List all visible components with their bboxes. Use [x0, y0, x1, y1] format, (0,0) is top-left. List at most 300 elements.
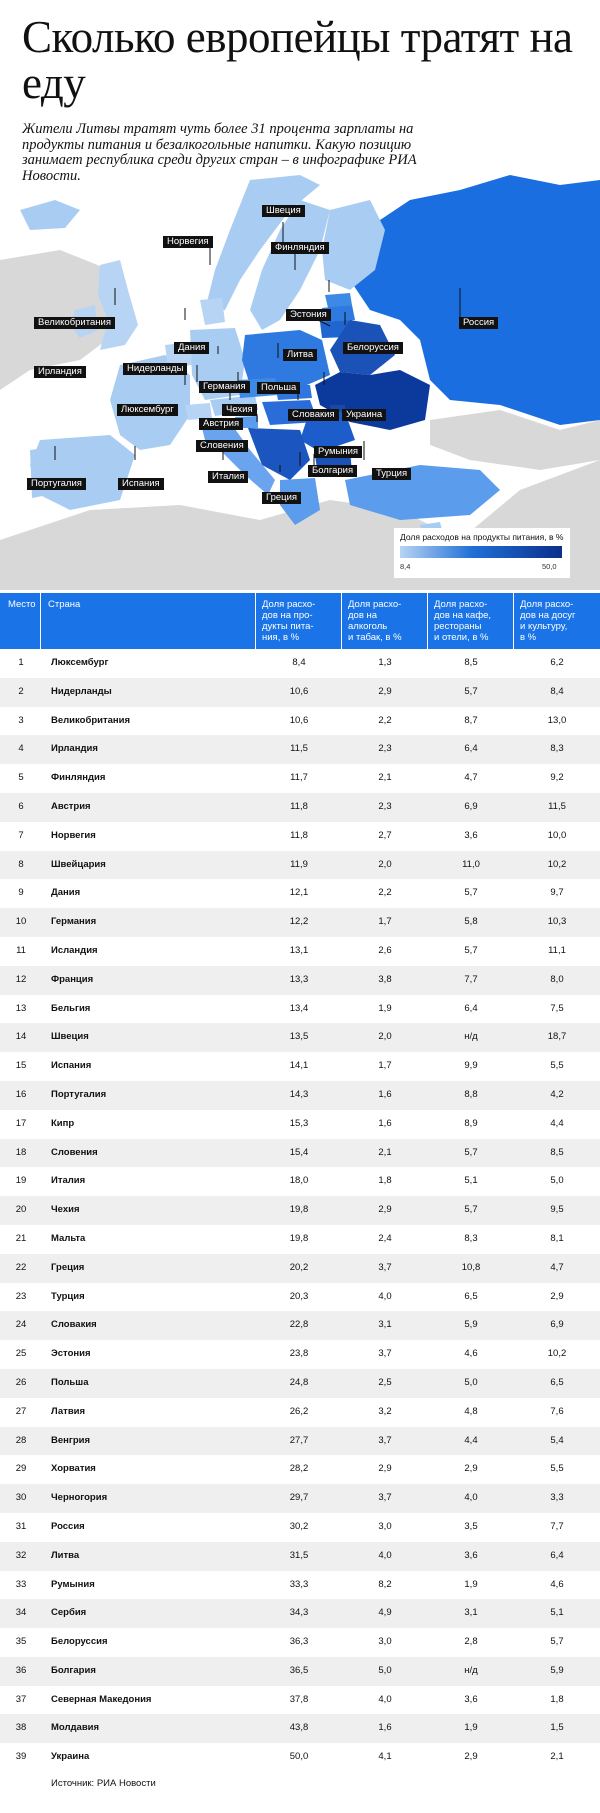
cell-alcohol: 3,7: [378, 1492, 392, 1504]
cell-country: Сербия: [51, 1607, 87, 1619]
cell-rank: 10: [15, 916, 27, 928]
cell-leisure: 6,2: [550, 657, 564, 668]
cell-food: 37,8: [289, 1693, 309, 1705]
map-graphic: [0, 160, 600, 590]
cell-rank: 7: [18, 829, 24, 841]
map-label-lithuania: Литва: [283, 349, 317, 361]
cell-cafe: 6,5: [464, 1290, 478, 1302]
cell-rank: 28: [15, 1434, 27, 1446]
map-label-luxembourg: Люксембург: [117, 404, 178, 416]
cell-leisure: 9,5: [550, 1204, 564, 1216]
cell-alcohol: 2,9: [378, 685, 392, 697]
cell-country: Португалия: [51, 1088, 107, 1100]
map-denmark: [200, 298, 225, 325]
map-label-sweden: Швеция: [262, 205, 305, 217]
table-row: [0, 1081, 600, 1110]
cell-leisure: 8,0: [550, 973, 564, 985]
cell-country: Люксембург: [51, 657, 109, 668]
cell-country: Турция: [51, 1290, 85, 1302]
cell-leisure: 8,1: [550, 1232, 564, 1244]
cell-alcohol: 2,0: [378, 858, 392, 870]
cell-cafe: н/д: [464, 1031, 478, 1043]
cell-cafe: 5,8: [464, 916, 478, 928]
map-legend: [394, 528, 570, 578]
cell-country: Эстония: [51, 1348, 91, 1360]
cell-rank: 24: [15, 1319, 27, 1331]
cell-leisure: 10,2: [547, 1348, 567, 1360]
table-row: [0, 1542, 600, 1571]
table-row: [0, 1714, 600, 1743]
cell-alcohol: 3,0: [378, 1520, 392, 1532]
cell-food: 11,8: [290, 800, 308, 812]
cell-leisure: 9,7: [550, 887, 564, 899]
cell-food: 36,5: [289, 1664, 309, 1676]
cell-country: Великобритания: [51, 714, 131, 726]
table-row: [0, 1398, 600, 1427]
cell-cafe: 5,7: [464, 1146, 478, 1158]
cell-cafe: 5,9: [464, 1319, 478, 1331]
europe-map: [0, 160, 600, 590]
cell-food: 24,8: [289, 1376, 309, 1388]
cell-alcohol: 2,0: [378, 1031, 392, 1043]
cell-cafe: 6,4: [464, 1002, 478, 1014]
cell-cafe: 8,8: [464, 1088, 478, 1100]
cell-alcohol: 4,1: [378, 1751, 392, 1763]
cell-rank: 32: [15, 1549, 27, 1561]
cell-rank: 37: [15, 1693, 27, 1705]
table-row: [0, 649, 600, 678]
cell-food: 27,7: [289, 1434, 309, 1446]
legend-max: 50,0: [542, 562, 557, 571]
map-label-belarus: Белоруссия: [343, 342, 403, 354]
header-alcohol: Доля расхо- дов на алкоголь и табак, в %: [348, 599, 402, 643]
cell-food: 19,8: [289, 1232, 309, 1244]
cell-rank: 3: [18, 714, 24, 726]
cell-leisure: 10,3: [547, 916, 567, 928]
cell-country: Норвегия: [51, 829, 96, 841]
cell-cafe: 5,1: [464, 1175, 478, 1187]
cell-leisure: 7,7: [550, 1520, 564, 1532]
cell-leisure: 8,5: [550, 1146, 564, 1158]
cell-food: 30,2: [289, 1520, 309, 1532]
legend-min: 8,4: [400, 562, 411, 571]
cell-leisure: 8,3: [550, 743, 564, 755]
cell-alcohol: 2,1: [378, 1146, 392, 1158]
cell-leisure: 6,9: [550, 1319, 564, 1331]
cell-cafe: 6,9: [464, 800, 478, 812]
cell-food: 15,3: [289, 1117, 309, 1129]
cell-leisure: 5,5: [550, 1060, 564, 1072]
map-label-romania: Румыния: [314, 446, 362, 458]
table-row: [0, 1455, 600, 1484]
map-uk: [98, 260, 138, 350]
cell-rank: 26: [15, 1376, 27, 1388]
cell-alcohol: 2,5: [378, 1376, 392, 1388]
cell-leisure: 7,6: [550, 1405, 564, 1417]
table-row: [0, 1167, 600, 1196]
table-row: [0, 1571, 600, 1600]
cell-rank: 36: [15, 1664, 27, 1676]
data-table: [0, 593, 600, 1772]
cell-rank: 38: [15, 1722, 27, 1734]
table-row: [0, 1023, 600, 1052]
header-divider: [427, 593, 428, 649]
page-title: Сколько европейцы тратят на еду: [22, 12, 573, 108]
cell-cafe: 7,7: [464, 973, 478, 985]
cell-cafe: 11,0: [462, 858, 480, 870]
cell-country: Литва: [51, 1549, 80, 1561]
cell-rank: 19: [15, 1175, 27, 1187]
cell-rank: 35: [15, 1636, 27, 1648]
legend-title: Доля расходов на продукты питания, в %: [400, 532, 564, 542]
cell-leisure: 4,6: [550, 1578, 564, 1590]
cell-country: Нидерланды: [51, 685, 112, 697]
cell-country: Словакия: [51, 1319, 97, 1331]
cell-cafe: 5,7: [464, 685, 478, 697]
cell-food: 10,6: [289, 714, 309, 726]
table-row: [0, 1484, 600, 1513]
cell-country: Швеция: [51, 1031, 89, 1043]
cell-country: Испания: [51, 1060, 92, 1072]
source-note: Источник: РИА Новости: [51, 1778, 156, 1789]
cell-food: 10,6: [289, 685, 309, 697]
cell-food: 14,3: [289, 1088, 309, 1100]
cell-food: 22,8: [289, 1319, 309, 1331]
cell-cafe: 10,8: [461, 1261, 481, 1273]
cell-alcohol: 2,3: [378, 800, 392, 812]
cell-food: 13,3: [289, 973, 309, 985]
cell-food: 11,9: [290, 858, 308, 870]
table-row: [0, 995, 600, 1024]
cell-alcohol: 4,0: [378, 1549, 392, 1561]
cell-food: 34,3: [289, 1607, 309, 1619]
cell-country: Мальта: [51, 1232, 86, 1244]
cell-country: Исландия: [51, 944, 98, 956]
cell-rank: 21: [15, 1232, 27, 1244]
table-row: [0, 966, 600, 995]
cell-country: Хорватия: [51, 1463, 96, 1475]
cell-rank: 25: [15, 1348, 27, 1360]
header-leisure: Доля расхо- дов на досуг и культуру, в %: [520, 599, 576, 643]
cell-alcohol: 2,9: [378, 1463, 392, 1475]
map-label-denmark: Дания: [174, 342, 209, 354]
cell-alcohol: 2,6: [378, 944, 392, 956]
cell-leisure: 2,1: [550, 1751, 564, 1763]
cell-rank: 34: [15, 1607, 27, 1619]
cell-leisure: 1,5: [550, 1722, 564, 1734]
cell-alcohol: 2,9: [378, 1204, 392, 1216]
cell-food: 18,0: [289, 1175, 309, 1187]
cell-alcohol: 2,3: [378, 743, 392, 755]
cell-cafe: 8,9: [464, 1117, 478, 1129]
map-label-russia: Россия: [459, 317, 498, 329]
cell-country: Северная Македония: [51, 1693, 152, 1705]
cell-food: 15,4: [289, 1146, 309, 1158]
cell-alcohol: 2,7: [378, 829, 392, 841]
cell-alcohol: 1,7: [378, 916, 392, 928]
cell-cafe: 4,4: [464, 1434, 478, 1446]
cell-cafe: 2,8: [464, 1636, 478, 1648]
cell-alcohol: 1,8: [378, 1175, 392, 1187]
cell-leisure: 11,1: [548, 944, 566, 956]
header-food: Доля расхо- дов на про- дукты пита- ния, в %: [262, 599, 316, 643]
table-row: [0, 1599, 600, 1628]
cell-leisure: 5,0: [550, 1175, 564, 1187]
cell-cafe: 5,7: [464, 1204, 478, 1216]
map-label-slovakia: Словакия: [288, 409, 339, 421]
table-row: [0, 1283, 600, 1312]
cell-rank: 16: [15, 1088, 27, 1100]
cell-cafe: 2,9: [464, 1463, 478, 1475]
table-row: [0, 1254, 600, 1283]
cell-alcohol: 3,7: [378, 1261, 392, 1273]
cell-cafe: 4,0: [464, 1492, 478, 1504]
cell-country: Швейцария: [51, 858, 106, 870]
cell-food: 11,5: [290, 743, 308, 755]
cell-country: Германия: [51, 916, 97, 928]
cell-food: 12,1: [289, 887, 309, 899]
cell-food: 29,7: [289, 1492, 309, 1504]
cell-cafe: 1,9: [464, 1578, 478, 1590]
cell-cafe: 3,5: [464, 1520, 478, 1532]
cell-rank: 1: [18, 657, 24, 668]
cell-leisure: 4,2: [550, 1088, 564, 1100]
cell-leisure: 5,9: [550, 1664, 564, 1676]
cell-leisure: 18,7: [547, 1031, 567, 1043]
map-label-ireland: Ирландия: [34, 366, 86, 378]
map-label-spain: Испания: [118, 478, 164, 490]
cell-leisure: 6,5: [550, 1376, 564, 1388]
cell-country: Кипр: [51, 1117, 75, 1129]
cell-alcohol: 4,9: [378, 1607, 392, 1619]
cell-country: Ирландия: [51, 743, 98, 755]
map-label-slovenia: Словения: [196, 440, 248, 452]
map-label-estonia: Эстония: [286, 309, 331, 321]
cell-food: 14,1: [289, 1060, 309, 1072]
cell-food: 36,3: [289, 1636, 309, 1648]
cell-alcohol: 2,1: [378, 772, 392, 784]
cell-country: Латвия: [51, 1405, 86, 1417]
cell-cafe: 5,0: [464, 1376, 478, 1388]
cell-rank: 33: [15, 1578, 27, 1590]
cell-food: 23,8: [289, 1348, 309, 1360]
cell-alcohol: 3,0: [378, 1636, 392, 1648]
cell-country: Черногория: [51, 1492, 108, 1504]
cell-cafe: 9,9: [464, 1060, 478, 1072]
cell-rank: 17: [15, 1117, 27, 1129]
cell-country: Польша: [51, 1376, 89, 1388]
cell-rank: 27: [15, 1405, 27, 1417]
cell-rank: 5: [18, 772, 24, 784]
cell-alcohol: 2,2: [378, 887, 392, 899]
map-label-portugal: Португалия: [27, 478, 86, 490]
cell-cafe: 8,7: [464, 714, 478, 726]
table-row: [0, 1657, 600, 1686]
cell-cafe: 4,6: [464, 1348, 478, 1360]
cell-leisure: 10,0: [547, 829, 567, 841]
map-label-austria: Австрия: [199, 418, 243, 430]
cell-leisure: 8,4: [550, 685, 564, 697]
header-divider: [255, 593, 256, 649]
table-header: [0, 593, 600, 649]
cell-leisure: 6,4: [550, 1549, 564, 1561]
cell-rank: 20: [15, 1204, 27, 1216]
cell-leisure: 13,0: [547, 714, 567, 726]
cell-cafe: 3,6: [464, 829, 478, 841]
cell-food: 31,5: [289, 1549, 309, 1561]
cell-alcohol: 1,3: [378, 657, 392, 668]
table-row: [0, 851, 600, 880]
cell-country: Бельгия: [51, 1002, 91, 1014]
table-row: [0, 764, 600, 793]
cell-country: Болгария: [51, 1664, 96, 1676]
cell-food: 26,2: [289, 1405, 309, 1417]
table-row: [0, 1628, 600, 1657]
cell-alcohol: 3,1: [378, 1319, 392, 1331]
cell-country: Венгрия: [51, 1434, 91, 1446]
cell-food: 12,2: [289, 916, 309, 928]
cell-alcohol: 5,0: [378, 1664, 392, 1676]
cell-alcohol: 1,9: [378, 1002, 392, 1014]
cell-food: 11,8: [290, 829, 308, 841]
cell-cafe: 4,8: [464, 1405, 478, 1417]
map-label-turkey: Турция: [372, 468, 411, 480]
cell-country: Чехия: [51, 1204, 80, 1216]
cell-cafe: 5,7: [464, 944, 478, 956]
cell-country: Австрия: [51, 800, 91, 812]
cell-rank: 6: [18, 800, 24, 812]
cell-alcohol: 1,6: [378, 1117, 392, 1129]
header-divider: [513, 593, 514, 649]
header-country: Страна: [48, 599, 81, 610]
cell-food: 8,4: [292, 657, 306, 668]
table-row: [0, 1139, 600, 1168]
cell-leisure: 11,5: [548, 800, 566, 812]
map-label-germany: Германия: [199, 381, 250, 393]
cell-food: 19,8: [289, 1204, 309, 1216]
table-row: [0, 735, 600, 764]
cell-rank: 4: [18, 743, 24, 755]
cell-rank: 23: [15, 1290, 27, 1302]
cell-rank: 8: [18, 858, 24, 870]
map-label-greece: Греция: [262, 492, 301, 504]
cell-rank: 29: [15, 1463, 27, 1475]
cell-alcohol: 1,6: [378, 1722, 392, 1734]
table-row: [0, 822, 600, 851]
cell-food: 20,2: [289, 1261, 309, 1273]
table-row: [0, 1686, 600, 1715]
cell-rank: 22: [15, 1261, 27, 1273]
map-label-norway: Норвегия: [163, 236, 213, 248]
header-rank: Место: [8, 599, 36, 610]
cell-alcohol: 3,7: [378, 1434, 392, 1446]
cell-alcohol: 4,0: [378, 1693, 392, 1705]
cell-rank: 15: [15, 1060, 27, 1072]
cell-country: Белоруссия: [51, 1636, 108, 1648]
table-row: [0, 1513, 600, 1542]
cell-leisure: 7,5: [550, 1002, 564, 1014]
legend-gradient: [400, 546, 562, 558]
cell-rank: 9: [18, 887, 24, 899]
cell-leisure: 5,1: [550, 1607, 564, 1619]
cell-food: 50,0: [289, 1751, 309, 1763]
cell-leisure: 9,2: [550, 772, 564, 784]
table-row: [0, 1340, 600, 1369]
cell-rank: 31: [15, 1520, 27, 1532]
cell-cafe: 2,9: [464, 1751, 478, 1763]
cell-country: Франция: [51, 973, 94, 985]
map-iceland: [20, 200, 80, 230]
map-label-uk: Великобритания: [34, 317, 115, 329]
cell-alcohol: 4,0: [378, 1290, 392, 1302]
table-row: [0, 1196, 600, 1225]
cell-alcohol: 8,2: [378, 1578, 392, 1590]
table-row: [0, 937, 600, 966]
map-label-netherlands: Нидерланды: [123, 363, 187, 375]
cell-country: Словения: [51, 1146, 98, 1158]
cell-cafe: 6,4: [464, 743, 478, 755]
cell-rank: 2: [18, 685, 24, 697]
map-label-czech: Чехия: [222, 404, 257, 416]
cell-leisure: 3,3: [550, 1492, 564, 1504]
cell-rank: 39: [15, 1751, 27, 1763]
map-portugal: [30, 448, 48, 498]
table-row: [0, 793, 600, 822]
table-row: [0, 707, 600, 736]
cell-cafe: 1,9: [464, 1722, 478, 1734]
cell-cafe: н/д: [464, 1664, 478, 1676]
cell-alcohol: 1,7: [378, 1060, 392, 1072]
cell-food: 43,8: [289, 1722, 309, 1734]
cell-rank: 18: [15, 1146, 27, 1158]
table-row: [0, 1369, 600, 1398]
cell-country: Греция: [51, 1261, 85, 1273]
cell-cafe: 4,7: [464, 772, 478, 784]
cell-country: Румыния: [51, 1578, 95, 1590]
cell-country: Финляндия: [51, 772, 106, 784]
cell-country: Украина: [51, 1751, 90, 1763]
cell-alcohol: 2,4: [378, 1232, 392, 1244]
cell-food: 33,3: [289, 1578, 309, 1590]
cell-food: 13,5: [289, 1031, 309, 1043]
cell-country: Россия: [51, 1520, 85, 1532]
cell-alcohol: 3,8: [378, 973, 392, 985]
table-row: [0, 1110, 600, 1139]
cell-food: 28,2: [289, 1463, 309, 1475]
cell-rank: 12: [15, 973, 27, 985]
cell-leisure: 1,8: [550, 1693, 564, 1705]
header-cafe: Доля расхо- дов на кафе, рестораны и отели, в %: [434, 599, 492, 643]
table-row: [0, 1311, 600, 1340]
table-row: [0, 1427, 600, 1456]
cell-leisure: 4,7: [550, 1261, 564, 1273]
cell-alcohol: 3,2: [378, 1405, 392, 1417]
cell-cafe: 8,5: [464, 657, 478, 668]
cell-country: Италия: [51, 1175, 86, 1187]
map-label-poland: Польша: [257, 382, 300, 394]
header-divider: [341, 593, 342, 649]
table-body: [0, 649, 600, 1772]
table-row: [0, 1743, 600, 1772]
map-label-ukraine: Украина: [342, 409, 386, 421]
cell-leisure: 2,9: [550, 1290, 564, 1302]
cell-leisure: 4,4: [550, 1117, 564, 1129]
cell-food: 13,1: [289, 944, 309, 956]
cell-alcohol: 1,6: [378, 1088, 392, 1100]
map-label-bulgaria: Болгария: [308, 465, 357, 477]
cell-leisure: 5,5: [550, 1463, 564, 1475]
cell-country: Дания: [51, 887, 81, 899]
